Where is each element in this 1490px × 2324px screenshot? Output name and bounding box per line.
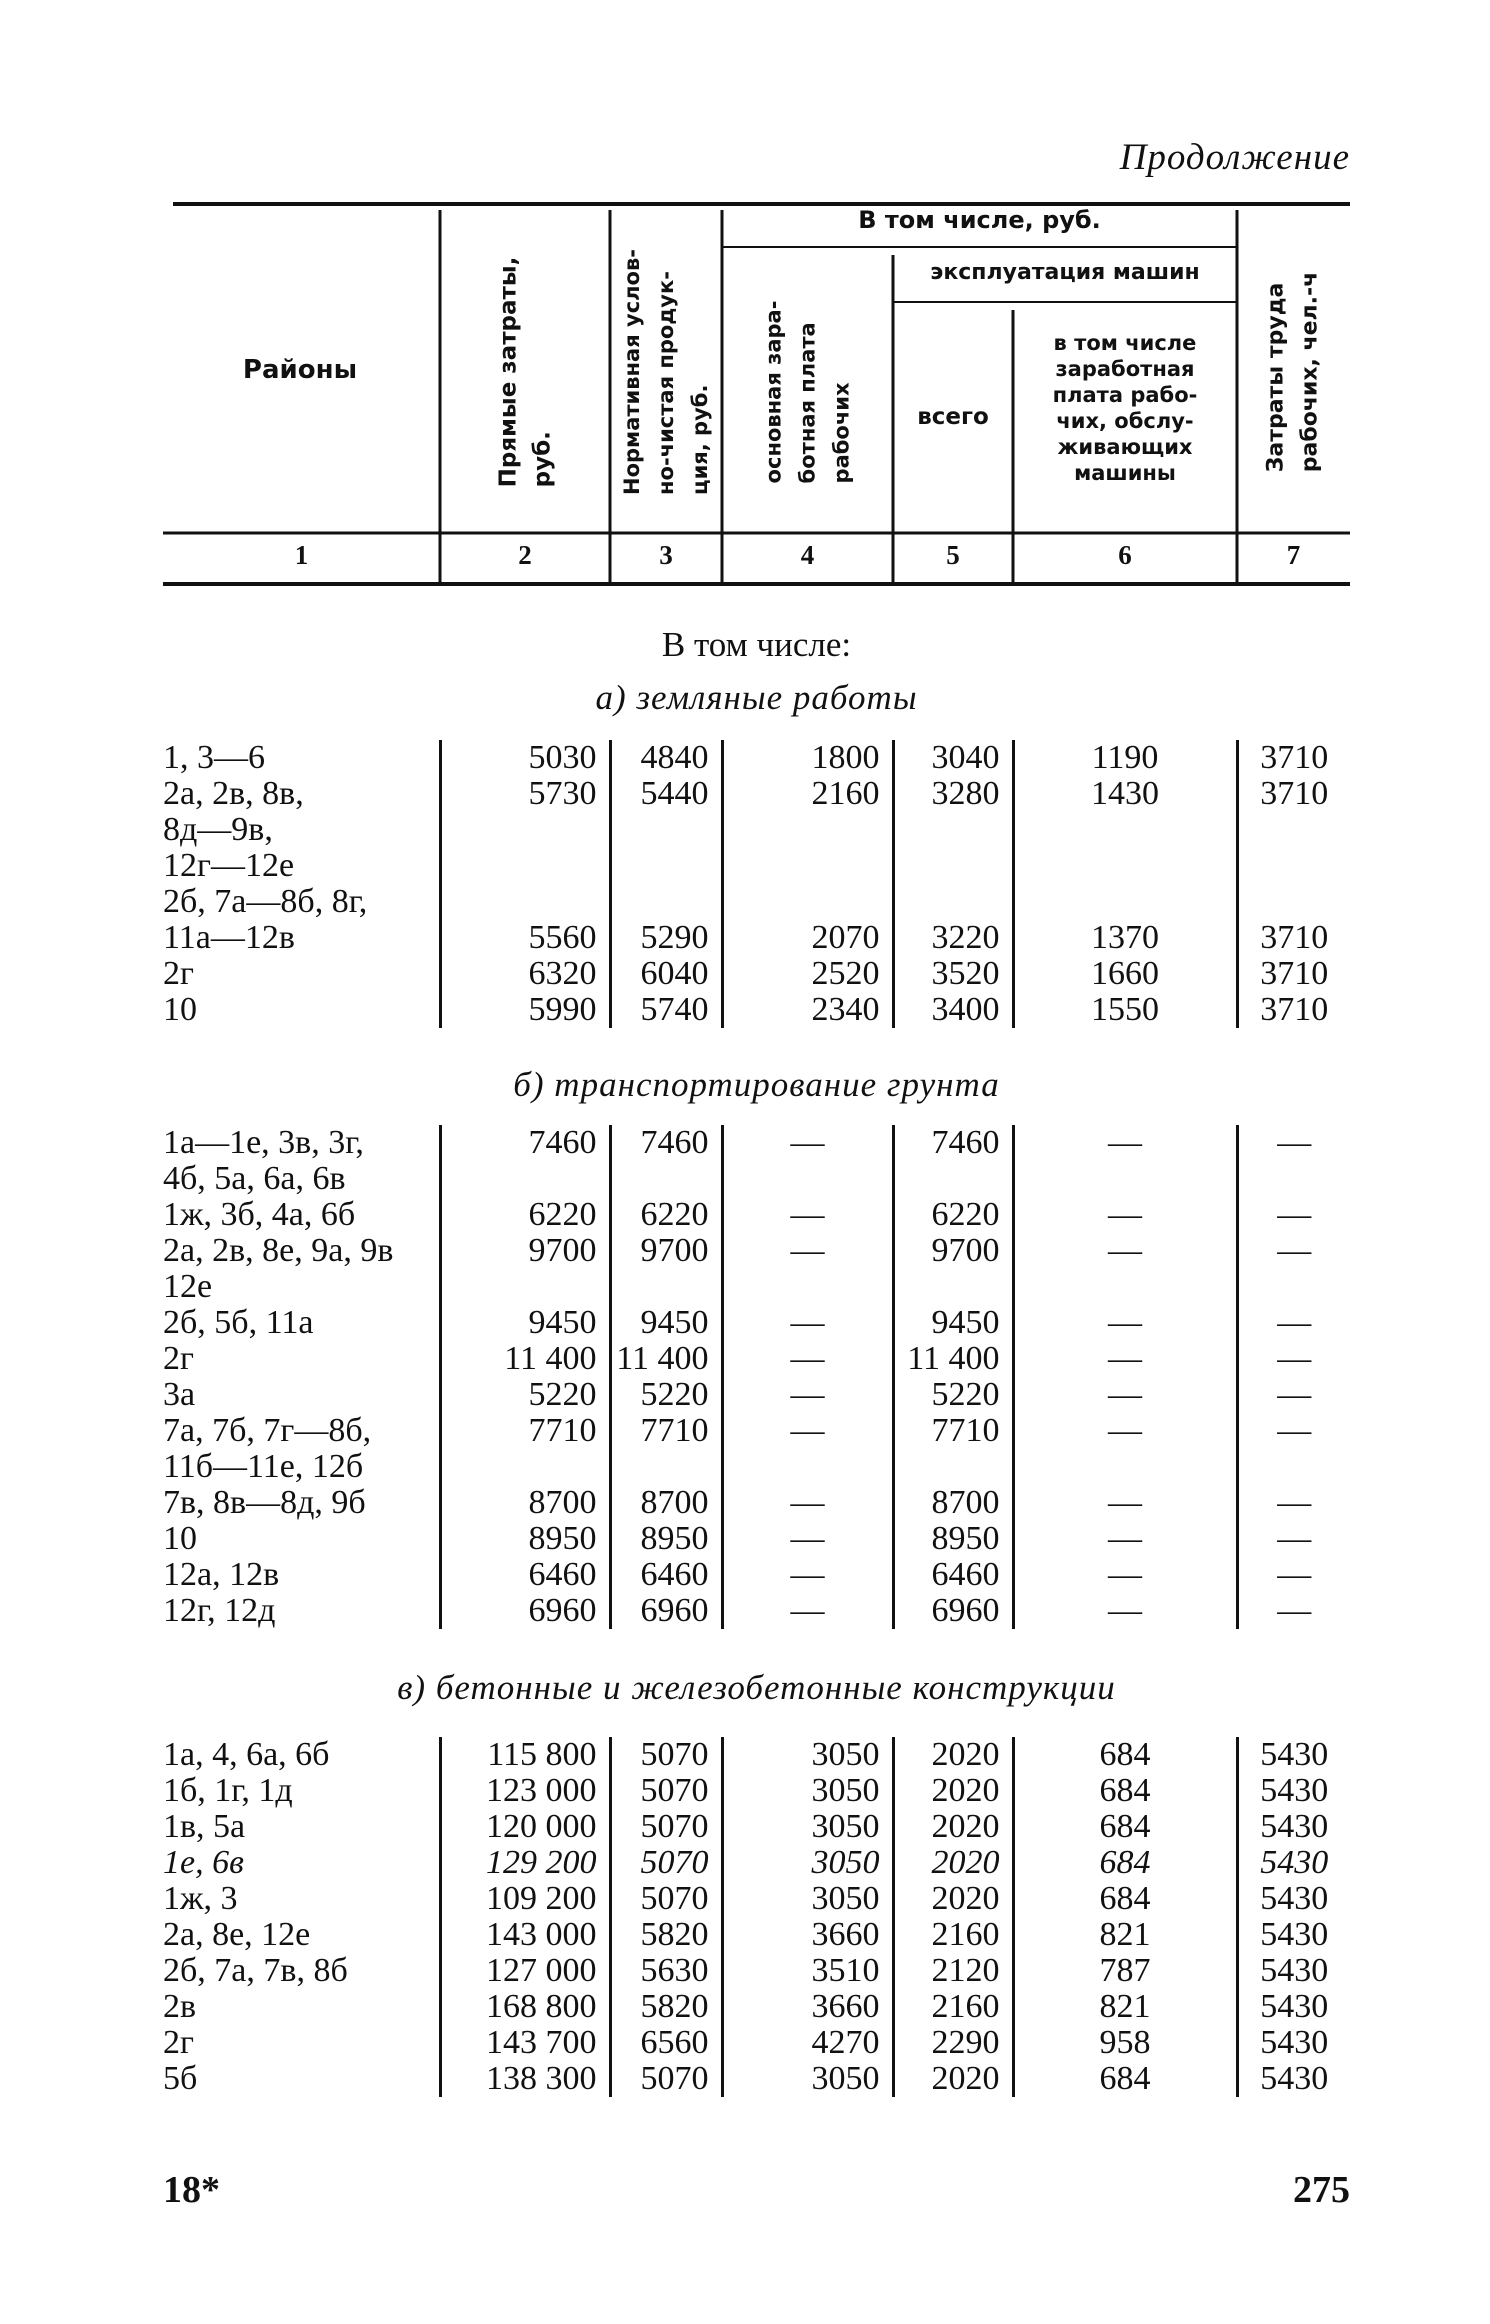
- value-cell-col4: 2160: [722, 776, 893, 884]
- value-cell-col6: 684: [1013, 1737, 1237, 1773]
- table-row: [163, 884, 1350, 956]
- value-cell-col2: 127 000: [440, 1953, 610, 1989]
- value-cell-col2: 120 000: [440, 1809, 610, 1845]
- region-line: 1ж, 3б, 4а, 6б: [163, 1196, 356, 1233]
- col-number-7: 7: [1286, 540, 1301, 570]
- table-row: [163, 1233, 1350, 1305]
- value-cell-col7: 5430: [1237, 2025, 1350, 2061]
- value-cell-col6: —: [1013, 1377, 1237, 1413]
- value-cell-col2: 5220: [440, 1377, 610, 1413]
- value-cell-col5: 2290: [893, 2025, 1013, 2061]
- value-cell-col2: 168 800: [440, 1989, 610, 2025]
- value-cell-col3: 5070: [610, 1881, 722, 1917]
- value-cell-col7: 5430: [1237, 1953, 1350, 1989]
- region-cell: [163, 2025, 440, 2061]
- region-line: 1а—1е, 3в, 3г,: [163, 1124, 364, 1161]
- value-cell-col4: 3660: [722, 1917, 893, 1953]
- section-table-transport: [163, 1125, 1350, 1629]
- value-cell-col2: 9700: [440, 1233, 610, 1305]
- table-row: [163, 1773, 1350, 1809]
- col-number-6: 6: [1118, 540, 1132, 570]
- table-row: [163, 1989, 1350, 2025]
- value-cell-col4: 2340: [722, 992, 893, 1028]
- value-cell-col6: —: [1013, 1593, 1237, 1629]
- value-cell-col3: 8700: [610, 1485, 722, 1521]
- region-line: 1а, 4, 6а, 6б: [163, 1736, 330, 1773]
- value-cell-col2: 6460: [440, 1557, 610, 1593]
- region-line: 1б, 1г, 1д: [163, 1772, 293, 1809]
- value-cell-col4: 1800: [722, 740, 893, 776]
- value-cell-col5: 8950: [893, 1521, 1013, 1557]
- value-cell-col5: 6220: [893, 1197, 1013, 1233]
- value-cell-col2: 8950: [440, 1521, 610, 1557]
- value-cell-col6: —: [1013, 1557, 1237, 1593]
- value-cell-col2: 6220: [440, 1197, 610, 1233]
- value-cell-col3: 7460: [610, 1125, 722, 1197]
- section-title-transport: б) транспортирование грунта: [513, 1065, 1000, 1104]
- region-line: 1е, 6в: [163, 1844, 244, 1881]
- table-row: [163, 956, 1350, 992]
- region-line: 2а, 8е, 12е: [163, 1916, 311, 1953]
- value-cell-col6: 684: [1013, 2061, 1237, 2097]
- value-cell-col6: 1190: [1013, 740, 1237, 776]
- value-cell-col7: —: [1237, 1593, 1350, 1629]
- region-line: 2а, 2в, 8в,: [163, 775, 304, 812]
- value-cell-col5: 9450: [893, 1305, 1013, 1341]
- table-row: [163, 1737, 1350, 1773]
- value-cell-col2: 115 800: [440, 1737, 610, 1773]
- value-cell-col3: 5630: [610, 1953, 722, 1989]
- continuation-label: Продолжение: [1119, 137, 1350, 178]
- value-cell-col7: —: [1237, 1125, 1350, 1197]
- value-cell-col5: 6460: [893, 1557, 1013, 1593]
- value-cell-col6: —: [1013, 1305, 1237, 1341]
- value-cell-col5: 3220: [893, 884, 1013, 956]
- value-cell-col5: 2020: [893, 1845, 1013, 1881]
- region-line: 1в, 5а: [163, 1808, 246, 1845]
- value-cell-col7: —: [1237, 1341, 1350, 1377]
- value-cell-col7: —: [1237, 1413, 1350, 1485]
- region-cell: [163, 1485, 440, 1521]
- value-cell-col3: 8950: [610, 1521, 722, 1557]
- value-cell-col2: 129 200: [440, 1845, 610, 1881]
- value-cell-col3: 5070: [610, 1809, 722, 1845]
- value-cell-col5: 2160: [893, 1989, 1013, 2025]
- region-cell: [163, 2061, 440, 2097]
- region-line: 2б, 7а—8б, 8г,: [163, 883, 368, 920]
- value-cell-col4: 3050: [722, 1773, 893, 1809]
- region-cell: [163, 1341, 440, 1377]
- value-cell-col2: 5030: [440, 740, 610, 776]
- region-cell: [163, 956, 440, 992]
- value-cell-col2: 8700: [440, 1485, 610, 1521]
- value-cell-col3: 5820: [610, 1989, 722, 2025]
- region-cell: [163, 776, 440, 884]
- region-line: 11а—12в: [163, 919, 295, 956]
- value-cell-col7: —: [1237, 1485, 1350, 1521]
- table-row: [163, 1809, 1350, 1845]
- region-cell: [163, 1917, 440, 1953]
- region-cell: [163, 740, 440, 776]
- region-line: 7а, 7б, 7г—8б,: [163, 1412, 372, 1449]
- value-cell-col5: 2120: [893, 1953, 1013, 1989]
- region-cell: [163, 1521, 440, 1557]
- region-cell: [163, 1593, 440, 1629]
- table-row: [163, 1485, 1350, 1521]
- page-number: 275: [1293, 2169, 1350, 2211]
- value-cell-col6: 1370: [1013, 884, 1237, 956]
- region-cell: [163, 1305, 440, 1341]
- value-cell-col4: —: [722, 1305, 893, 1341]
- region-line: 2а, 2в, 8е, 9а, 9в: [163, 1232, 394, 1269]
- value-cell-col4: 3050: [722, 1845, 893, 1881]
- value-cell-col4: —: [722, 1377, 893, 1413]
- value-cell-col5: 2160: [893, 1917, 1013, 1953]
- value-cell-col6: 787: [1013, 1953, 1237, 1989]
- value-cell-col5: 2020: [893, 1809, 1013, 1845]
- value-cell-col6: 684: [1013, 1845, 1237, 1881]
- value-cell-col2: 9450: [440, 1305, 610, 1341]
- table-row: [163, 1305, 1350, 1341]
- value-cell-col7: 5430: [1237, 2061, 1350, 2097]
- value-cell-col4: 3050: [722, 2061, 893, 2097]
- region-cell: [163, 1773, 440, 1809]
- value-cell-col4: —: [722, 1557, 893, 1593]
- value-cell-col3: 4840: [610, 740, 722, 776]
- value-cell-col5: 3280: [893, 776, 1013, 884]
- value-cell-col3: 6560: [610, 2025, 722, 2061]
- header-machines: эксплуатация машин: [930, 260, 1200, 285]
- value-cell-col7: 5430: [1237, 1773, 1350, 1809]
- header-base-wage: основная зара- ботная плата рабочих: [761, 300, 854, 483]
- value-cell-col3: 5820: [610, 1917, 722, 1953]
- value-cell-col5: 3040: [893, 740, 1013, 776]
- region-cell: [163, 1953, 440, 1989]
- value-cell-col3: 5070: [610, 1773, 722, 1809]
- value-cell-col5: 2020: [893, 1773, 1013, 1809]
- value-cell-col6: —: [1013, 1341, 1237, 1377]
- region-line: 12е: [163, 1268, 213, 1305]
- value-cell-col7: —: [1237, 1557, 1350, 1593]
- value-cell-col3: 5440: [610, 776, 722, 884]
- signature-mark: 18*: [163, 2169, 220, 2211]
- header-total: всего: [917, 404, 989, 430]
- value-cell-col2: 5730: [440, 776, 610, 884]
- region-cell: [163, 1233, 440, 1305]
- value-cell-col2: 5560: [440, 884, 610, 956]
- value-cell-col2: 109 200: [440, 1881, 610, 1917]
- value-cell-col6: —: [1013, 1413, 1237, 1485]
- header-incl: В том числе, руб.: [858, 206, 1101, 234]
- value-cell-col5: 2020: [893, 1737, 1013, 1773]
- value-cell-col5: 5220: [893, 1377, 1013, 1413]
- value-cell-col2: 138 300: [440, 2061, 610, 2097]
- section-title-earthworks: а) земляные работы: [595, 678, 918, 717]
- value-cell-col2: 143 700: [440, 2025, 610, 2061]
- region-line: 2г: [163, 955, 194, 992]
- value-cell-col7: 3710: [1237, 884, 1350, 956]
- region-line: 11б—11е, 12б: [163, 1448, 364, 1485]
- value-cell-col6: 1660: [1013, 956, 1237, 992]
- region-line: 12г—12е: [163, 847, 295, 884]
- region-line: 1, 3—6: [163, 739, 265, 776]
- value-cell-col5: 9700: [893, 1233, 1013, 1305]
- header-normative-product: Нормативная услов- но-чистая продук- ция, руб.: [620, 248, 713, 495]
- region-cell: [163, 1845, 440, 1881]
- value-cell-col7: —: [1237, 1521, 1350, 1557]
- value-cell-col2: 123 000: [440, 1773, 610, 1809]
- region-line: 2б, 7а, 7в, 8б: [163, 1952, 348, 1989]
- table-row: [163, 1125, 1350, 1197]
- region-cell: [163, 1197, 440, 1233]
- value-cell-col5: 3520: [893, 956, 1013, 992]
- value-cell-col7: —: [1237, 1233, 1350, 1305]
- table-row: [163, 2061, 1350, 2097]
- value-cell-col6: 684: [1013, 1881, 1237, 1917]
- value-cell-col4: —: [722, 1197, 893, 1233]
- table-row: [163, 1377, 1350, 1413]
- value-cell-col3: 9700: [610, 1233, 722, 1305]
- region-line: 5б: [163, 2060, 198, 2097]
- region-line: 12а, 12в: [163, 1556, 280, 1593]
- region-cell: [163, 1125, 440, 1197]
- value-cell-col5: 3400: [893, 992, 1013, 1028]
- value-cell-col7: —: [1237, 1377, 1350, 1413]
- value-cell-col7: 5430: [1237, 1881, 1350, 1917]
- table-row: [163, 1413, 1350, 1485]
- value-cell-col6: 684: [1013, 1773, 1237, 1809]
- table-row: [163, 1953, 1350, 1989]
- incl-title: В том числе:: [661, 625, 852, 664]
- region-line: 3а: [163, 1376, 196, 1413]
- region-cell: [163, 1377, 440, 1413]
- value-cell-col3: 6460: [610, 1557, 722, 1593]
- value-cell-col3: 5070: [610, 2061, 722, 2097]
- col-number-1: 1: [294, 540, 309, 570]
- value-cell-col3: 11 400: [610, 1341, 722, 1377]
- value-cell-col6: —: [1013, 1485, 1237, 1521]
- value-cell-col5: 2020: [893, 1881, 1013, 1917]
- region-cell: [163, 1413, 440, 1485]
- value-cell-col6: 821: [1013, 1989, 1237, 2025]
- value-cell-col2: 7460: [440, 1125, 610, 1197]
- region-cell: [163, 1881, 440, 1917]
- value-cell-col3: 7710: [610, 1413, 722, 1485]
- value-cell-col5: 2020: [893, 2061, 1013, 2097]
- table-row: [163, 1917, 1350, 1953]
- value-cell-col6: —: [1013, 1233, 1237, 1305]
- region-line: 2г: [163, 1340, 194, 1377]
- value-cell-col7: 5430: [1237, 1809, 1350, 1845]
- value-cell-col4: —: [722, 1593, 893, 1629]
- value-cell-col3: 5220: [610, 1377, 722, 1413]
- value-cell-col7: 5430: [1237, 1989, 1350, 2025]
- value-cell-col3: 5070: [610, 1737, 722, 1773]
- value-cell-col3: 5740: [610, 992, 722, 1028]
- region-line: 2в: [163, 1988, 197, 2025]
- value-cell-col4: —: [722, 1521, 893, 1557]
- region-line: 2б, 5б, 11а: [163, 1304, 314, 1341]
- value-cell-col4: 3660: [722, 1989, 893, 2025]
- region-line: 2г: [163, 2024, 194, 2061]
- value-cell-col5: 7710: [893, 1413, 1013, 1485]
- value-cell-col7: 3710: [1237, 992, 1350, 1028]
- value-cell-col5: 6960: [893, 1593, 1013, 1629]
- value-cell-col7: 5430: [1237, 1845, 1350, 1881]
- value-cell-col7: 3710: [1237, 740, 1350, 776]
- value-cell-col2: 7710: [440, 1413, 610, 1485]
- table-row: [163, 740, 1350, 776]
- table-row: [163, 1881, 1350, 1917]
- table-row: [163, 1593, 1350, 1629]
- value-cell-col4: 2070: [722, 884, 893, 956]
- region-line: 4б, 5а, 6а, 6в: [163, 1160, 346, 1197]
- region-line: 10: [163, 1520, 197, 1557]
- value-cell-col3: 9450: [610, 1305, 722, 1341]
- table-row: [163, 1341, 1350, 1377]
- value-cell-col6: 821: [1013, 1917, 1237, 1953]
- value-cell-col4: 4270: [722, 2025, 893, 2061]
- region-cell: [163, 1809, 440, 1845]
- table-row: [163, 776, 1350, 884]
- value-cell-col2: 6320: [440, 956, 610, 992]
- value-cell-col3: 6960: [610, 1593, 722, 1629]
- table-row: [163, 992, 1350, 1028]
- header-direct-costs: Прямые затраты, руб.: [495, 256, 556, 487]
- value-cell-col4: —: [722, 1125, 893, 1197]
- table-row: [163, 2025, 1350, 2061]
- header-labor: Затраты труда рабочих, чел.-ч: [1263, 271, 1323, 472]
- value-cell-col3: 5070: [610, 1845, 722, 1881]
- header-machine-wage: в том числе заработная плата рабо- чих, обслу- живающих машины: [1052, 331, 1198, 485]
- table-row: [163, 1845, 1350, 1881]
- region-cell: [163, 1557, 440, 1593]
- value-cell-col7: —: [1237, 1197, 1350, 1233]
- col-number-2: 2: [518, 540, 532, 570]
- value-cell-col6: 958: [1013, 2025, 1237, 2061]
- region-line: 7в, 8в—8д, 9б: [163, 1484, 366, 1521]
- region-line: 12г, 12д: [163, 1592, 276, 1629]
- value-cell-col2: 6960: [440, 1593, 610, 1629]
- region-cell: [163, 884, 440, 956]
- region-cell: [163, 1989, 440, 2025]
- value-cell-col4: 3050: [722, 1809, 893, 1845]
- value-cell-col6: 1430: [1013, 776, 1237, 884]
- value-cell-col4: —: [722, 1485, 893, 1521]
- value-cell-col4: 3050: [722, 1737, 893, 1773]
- region-cell: [163, 992, 440, 1028]
- value-cell-col6: —: [1013, 1125, 1237, 1197]
- region-line: 10: [163, 991, 197, 1028]
- value-cell-col6: —: [1013, 1197, 1237, 1233]
- section-table-earthworks: [163, 740, 1350, 1028]
- value-cell-col7: 5430: [1237, 1917, 1350, 1953]
- header-regions: Районы: [242, 355, 358, 385]
- value-cell-col4: —: [722, 1413, 893, 1485]
- value-cell-col3: 5290: [610, 884, 722, 956]
- value-cell-col3: 6040: [610, 956, 722, 992]
- col-number-5: 5: [946, 540, 960, 570]
- value-cell-col4: 3510: [722, 1953, 893, 1989]
- col-number-3: 3: [659, 540, 673, 570]
- value-cell-col7: 5430: [1237, 1737, 1350, 1773]
- table-row: [163, 1197, 1350, 1233]
- value-cell-col2: 5990: [440, 992, 610, 1028]
- col-number-4: 4: [800, 540, 815, 570]
- region-line: 8д—9в,: [163, 811, 273, 848]
- value-cell-col5: 7460: [893, 1125, 1013, 1197]
- value-cell-col4: —: [722, 1341, 893, 1377]
- value-cell-col2: 11 400: [440, 1341, 610, 1377]
- value-cell-col6: 1550: [1013, 992, 1237, 1028]
- value-cell-col3: 6220: [610, 1197, 722, 1233]
- table-row: [163, 1557, 1350, 1593]
- value-cell-col4: —: [722, 1233, 893, 1305]
- value-cell-col7: 3710: [1237, 956, 1350, 992]
- region-cell: [163, 1737, 440, 1773]
- value-cell-col6: 684: [1013, 1809, 1237, 1845]
- value-cell-col7: —: [1237, 1305, 1350, 1341]
- value-cell-col4: 2520: [722, 956, 893, 992]
- region-line: 1ж, 3: [163, 1880, 238, 1917]
- value-cell-col6: —: [1013, 1521, 1237, 1557]
- section-table-concrete: [163, 1737, 1350, 2097]
- value-cell-col5: 8700: [893, 1485, 1013, 1521]
- value-cell-col7: 3710: [1237, 776, 1350, 884]
- value-cell-col5: 11 400: [893, 1341, 1013, 1377]
- value-cell-col4: 3050: [722, 1881, 893, 1917]
- table-row: [163, 1521, 1350, 1557]
- section-title-concrete: в) бетонные и железобетонные конструкции: [397, 1668, 1116, 1707]
- value-cell-col2: 143 000: [440, 1917, 610, 1953]
